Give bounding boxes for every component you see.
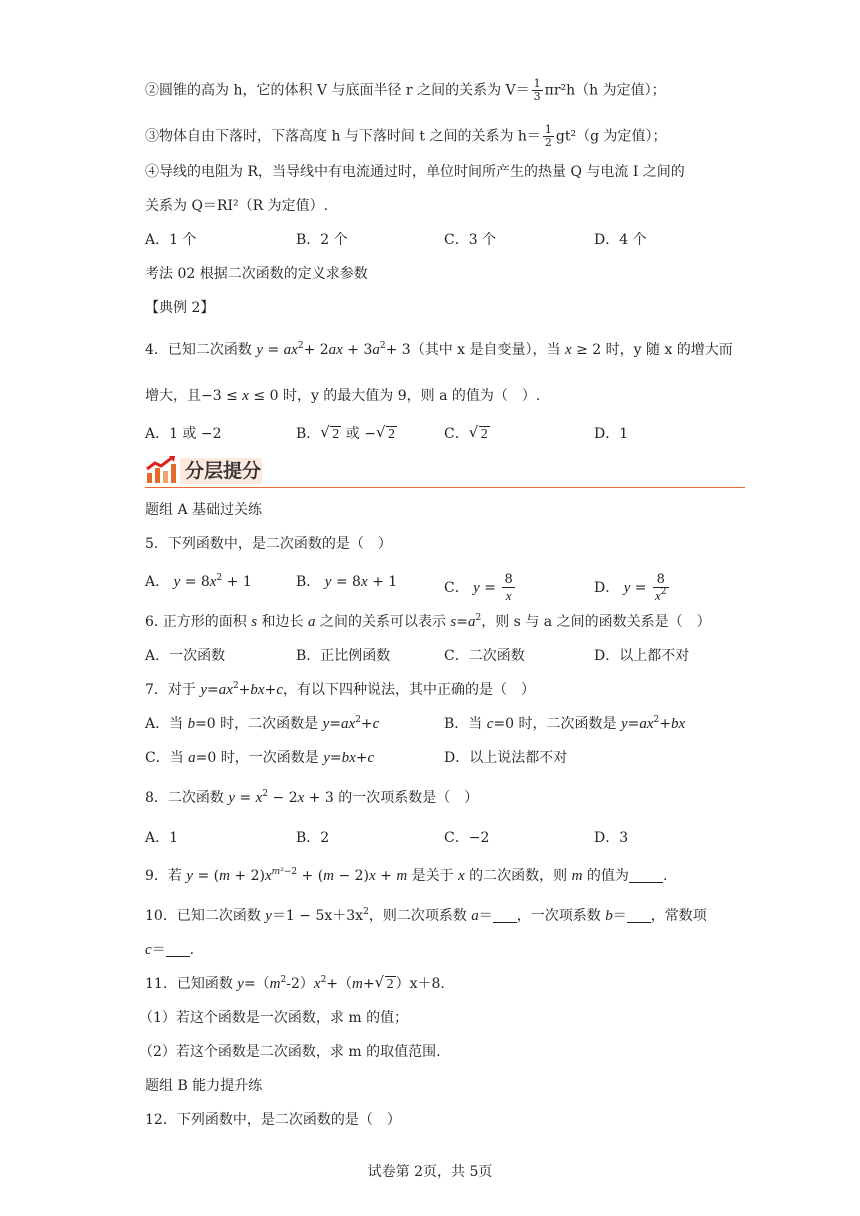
group-b-heading: 题组 B 能力提升练 xyxy=(145,1078,263,1094)
q6-option-b: B．正比例函数 xyxy=(296,648,391,664)
q9-stem: 9．若 $y = (m + 2)x^{m^2-2} + (m - 2)x + m$ 是关于 x 的二次函数，则 m 的值为 . xyxy=(145,867,668,884)
q8-option-d: D．3 xyxy=(594,830,629,846)
q8-option-b: B．2 xyxy=(296,830,330,846)
fraction-one-third: $\frac{1}{3}$ xyxy=(533,77,541,103)
q12-stem: 12．下列函数中，是二次函数的是（ ） xyxy=(145,1112,401,1128)
q4-option-d: D．1 xyxy=(594,426,629,442)
q11-stem: 11．已知函数 $y=(m^2-2)x^2+(m+√$ 2 ）x＋8. xyxy=(145,974,445,995)
q5-option-c: C． y = $\frac{8}{x}$ xyxy=(444,572,513,603)
q7-option-a: A．当 b=0 时，二次函数是 $y=ax^2+c$ xyxy=(145,715,380,732)
q5-stem: 5．下列函数中，是二次函数的是（ ） xyxy=(145,536,392,552)
q6-option-d: D．以上都不对 xyxy=(594,648,690,664)
q4-line2: 增大，且−3 ≤ x ≤ 0 时，y 的最大值为 9，则 a 的值为（ ）. xyxy=(145,388,541,404)
group-a-heading: 题组 A 基础过关练 xyxy=(145,502,263,518)
q8-stem: 8．二次函数 $y = x^2 - 2x + 3$ 的一次项系数是（ ） xyxy=(145,789,479,806)
q3-option-d: D．4 个 xyxy=(594,232,647,248)
q3-option-c: C．3 个 xyxy=(444,232,497,248)
q10-line2: c＝ . xyxy=(145,942,195,958)
q9-answer-blank[interactable] xyxy=(629,868,663,883)
q6-option-c: C．二次函数 xyxy=(444,648,525,664)
q4-line1: 4．已知二次函数 $y = ax^2+ 2ax + 3a^2+ 3$（其中 x 是自变量），当 x ≥ 2 时，y 随 x 的增大而 xyxy=(145,341,733,358)
q7-option-b: B．当 c=0 时，二次函数是 $y=ax^2+bx$ xyxy=(444,715,686,732)
q7-option-d: D．以上说法都不对 xyxy=(444,750,568,766)
q8-option-c: C．−2 xyxy=(444,830,490,846)
q3-option-a: A．1 个 xyxy=(145,232,197,248)
q7-option-c: C．当 a=0 时，一次函数是 y=bx+c xyxy=(145,750,375,766)
q10-line1: 10．已知二次函数 $y=1 - 5x+3x^2$，则二次项系数 a＝ ，一次项系数 b＝ ，常数项 xyxy=(145,907,707,924)
section-title: 分层提分 xyxy=(185,460,262,482)
q10-b-blank[interactable] xyxy=(627,908,651,923)
example-2-label: 【典例 2】 xyxy=(145,300,215,316)
q6-option-a: A．一次函数 xyxy=(145,648,226,664)
q6-stem: 6. 正方形的面积 s 和边长 a 之间的关系可以表示 $s=a^2$，则 s 与 a 之间的函数关系是（ ） xyxy=(145,613,711,630)
q5-option-d: D． y = $\frac{8}{x^2}$ xyxy=(594,572,667,603)
section-divider xyxy=(145,487,745,488)
chart-growth-icon xyxy=(145,455,177,485)
q4-option-c: C．√ 2 xyxy=(444,424,490,445)
method-02-heading: 考法 02 根据二次函数的定义求参数 xyxy=(145,266,368,282)
q11-sub1: （1）若这个函数是一次函数，求 m 的值； xyxy=(139,1010,409,1026)
q3-item4-line2: 关系为 Q＝RI²（R 为定值）. xyxy=(145,198,329,214)
page-footer: 试卷第 2页，共 5页 xyxy=(367,1164,493,1180)
q8-option-a: A．1 xyxy=(145,830,179,846)
q7-stem: 7．对于 $y=ax^2+bx+c$，有以下四种说法，其中正确的是（ ） xyxy=(145,681,535,698)
q3-item2: ②圆锥的高为 h，它的体积 V 与底面半径 r 之间的关系为 V＝ $\frac{1}{3}$ πr²h（h 为定值）； xyxy=(145,77,666,103)
q11-sub2: （2）若这个函数是二次函数，求 m 的取值范围. xyxy=(139,1044,441,1060)
fraction-one-half: $\frac{1}{2}$ xyxy=(544,123,552,149)
q3-option-b: B．2 个 xyxy=(296,232,348,248)
q4-option-a: A．1 或 −2 xyxy=(145,426,222,442)
q4-option-b: B．√ 2 或 −√ 2 xyxy=(296,424,397,445)
q5-option-b: B． y = 8x + 1 xyxy=(296,574,398,590)
q10-c-blank[interactable] xyxy=(166,942,190,957)
q3-item4-line1: ④导线的电阻为 R，当导线中有电流通过时，单位时间所产生的热量 Q 与电流 I 之间的 xyxy=(145,164,685,180)
q3-item3: ③物体自由下落时，下落高度 h 与下落时间 t 之间的关系为 h＝ $\frac{1}{2}$ gt²（g 为定值）； xyxy=(145,123,667,149)
q10-a-blank[interactable] xyxy=(493,908,517,923)
q5-option-a: A． $y = 8x^2 + 1$ xyxy=(145,573,252,590)
